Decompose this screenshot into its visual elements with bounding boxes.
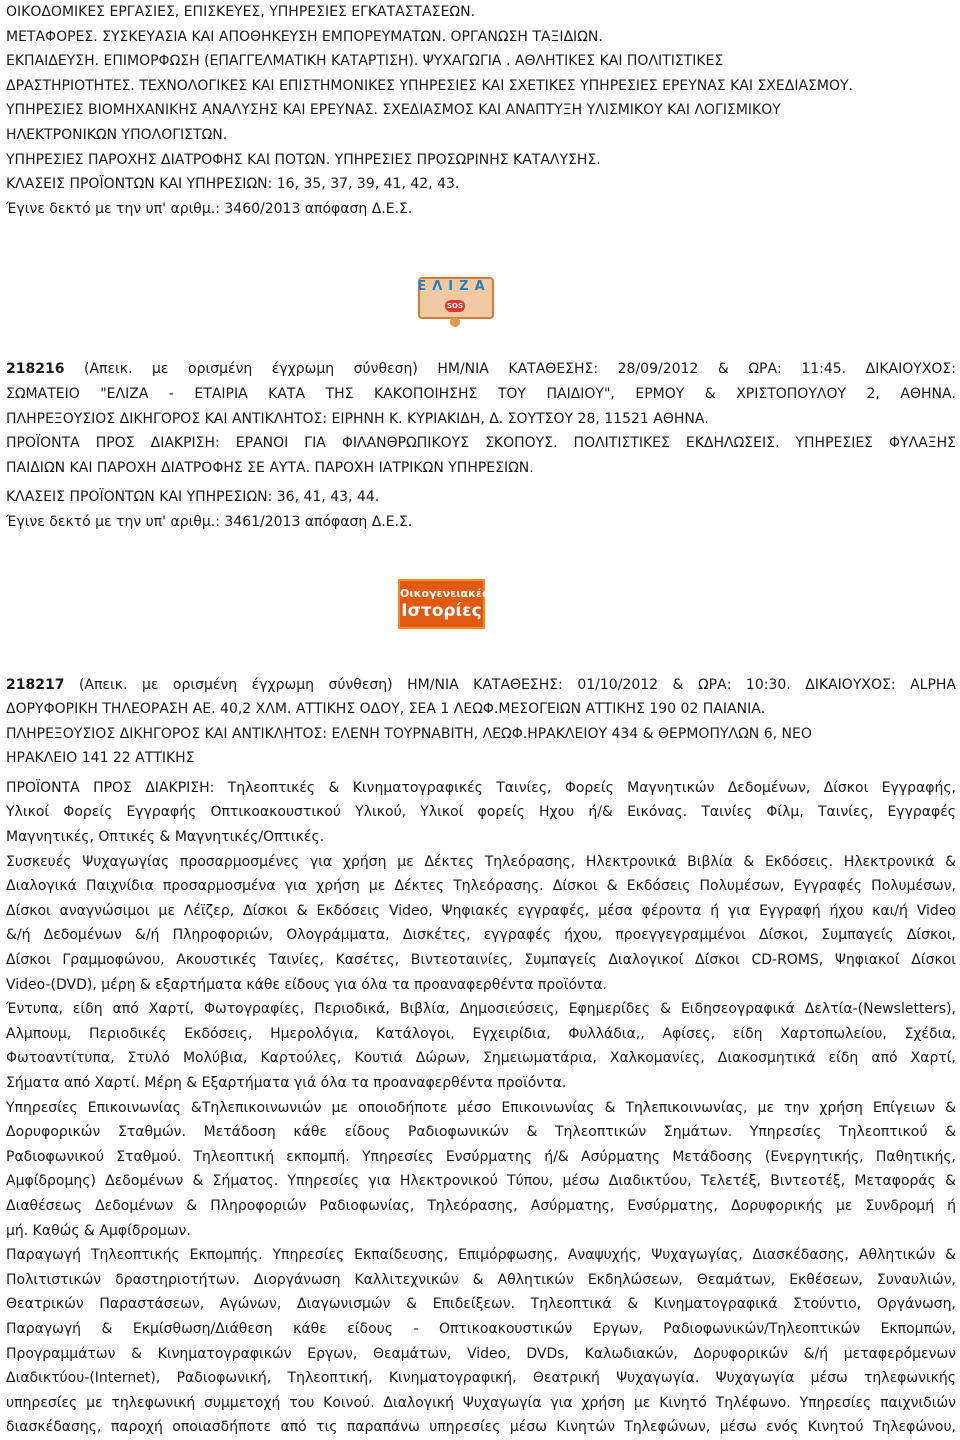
entry-header [6, 357, 956, 382]
logo-sos-badge: SOS [446, 302, 464, 311]
goods-line: υπηρεσίες με τηλεφωνική συμμετοχή του Κοινού. Διαλογική Ψυχαγωγία για χρήση με Κινητό Τηλέφωνο. Υπηρεσίες παιχνιδιών [6, 1394, 956, 1411]
entry-header-text: (Απεικ. με ορισμένη έγχρωμη σύνθεση) ΗΜ/ΝΙΑ ΚΑΤΑΘΕΣΗΣ: 01/10/2012 & ΩΡΑ: 10:30. ΔΙΚΑΙΟΥΧΟΣ: ALPHA [64, 676, 956, 693]
goods-line: Μαγνητικές, Οπτικές & Μαγνητικές/Οπτικές. [6, 829, 325, 846]
entry-number: 218216 [6, 361, 65, 378]
goods-line: Θεατρικών Παραστάσεων, Αγώνων, Διαγωνισμών & Επιδείξεων. Τηλεοπτικά & Κινηματογραφικά Στούντιο, Οργάνωση, [6, 1296, 956, 1313]
logo-word: ΕΛΙΖΑ [417, 279, 491, 295]
goods-line: Έντυπα, είδη από Χαρτί, Φωτογραφίες, Περιοδικά, Βιβλία, Δημοσιεύσεις, Εφημερίδες & Ειδησεογραφικά Δελτία-(Newsletters), [6, 1001, 956, 1018]
entry-header [6, 673, 956, 698]
text-line: ΜΕΤΑΦΟΡΕΣ. ΣΥΣΚΕΥΑΣΙΑ ΚΑΙ ΑΠΟΘΗΚΕΥΣΗ ΕΜΠΟΡΕΥΜΑΤΩΝ. ΟΡΓΑΝΩΣΗ ΤΑΞΙΔΙΩΝ. [6, 28, 603, 45]
accepted-line: Έγινε δεκτό με την υπ' αριθμ.: 3461/2013 απόφαση Δ.Ε.Σ. [6, 513, 413, 530]
goods-line: Διαδικτύου-(Internet), Ραδιοφωνική, Τηλεοπτική, Κινηματογραφική, Θεατρική Ψυχαγωγία. Ψυχαγωγία μέσω τηλεφωνικής [6, 1370, 956, 1387]
goods-line: &/ή Δεδομένων &/ή Πληροφοριών, Ολογράμματα, Δισκέτες, εγγραφές ήχου, προεγγεγραμμένοι Δίσκοι, Συμπαγείς Δίσκοι, [6, 927, 956, 944]
goods-line: διασκέδασης, παροχή οποιασδήποτε από τις παραπάνω υπηρεσίες μέσω Κινητών Τηλεφώνων, μέσω ενός Κινητού Τηλεφώνου, [6, 1419, 956, 1436]
goods-line: Διαθέσεως Δεδομένων & Πληροφοριών Ραδιοφωνίας, Τηλεόρασης, Ασύρματης, Ενσύρματης, Δορυφορικής με Συνδρομή ή [6, 1197, 956, 1214]
text-line: ΗΡΑΚΛΕΙΟ 141 22 ΑΤΤΙΚΗΣ [6, 750, 195, 767]
block0-lines [6, 0, 956, 172]
text-line: ΠΡΟΪΟΝΤΑ ΠΡΟΣ ΔΙΑΚΡΙΣΗ: ΕΡΑΝΟΙ ΓΙΑ ΦΙΛΑΝΘΡΩΠΙΚΟΥΣ ΣΚΟΠΟΥΣ. ΠΟΛΙΤΙΣΤΙΚΕΣ ΕΚΔΗΛΩΣΕΙΣ. ΥΠΗΡΕΣΙΕΣ ΦΥΛΑΞΗΣ [6, 435, 956, 452]
classes-line: ΚΛΑΣΕΙΣ ΠΡΟΪΟΝΤΩΝ ΚΑΙ ΥΠΗΡΕΣΙΩΝ: 16, 35, 37, 39, 41, 42, 43. [6, 176, 460, 193]
logo-line1: Οικογενειακές [400, 586, 489, 600]
document-page [6, 0, 956, 1440]
text-line: ΔΡΑΣΤΗΡΙΟΤΗΤΕΣ. ΤΕΧΝΟΛΟΓΙΚΕΣ ΚΑΙ ΕΠΙΣΤΗΜΟΝΙΚΕΣ ΥΠΗΡΕΣΙΕΣ ΚΑΙ ΣΧΕΤΙΚΕΣ ΥΠΗΡΕΣΙΕΣ ΕΡΕΥΝΑΣ ΚΑΙ ΣΧΕΔΙΑΣΜΟΥ. [6, 77, 853, 94]
logo-line2: Ιστορίες [401, 600, 482, 621]
goods-line: Ραδιοφωνικού Σταθμού. Τηλεοπτική εκπομπή. Υπηρεσίες Ενσύρματης ή/& Ασύρματης Μετάδοσης (Ενεργητικής, Παθητικής, [6, 1148, 956, 1165]
goods-line: Φωτοαντίτυπα, Στυλό Μολύβια, Καρτούλες, Κουτιά Δώρων, Σημειωματάρια, Χαλκομανίες, Διακοσμητικά είδη από Χαρτί, [6, 1050, 956, 1067]
accepted-line: Έγινε δεκτό με την υπ' αριθμ.: 3460/2013 απόφαση Δ.Ε.Σ. [6, 200, 413, 217]
logo-tail [450, 317, 460, 327]
goods-line: Διαλογικά Παιχνίδια προσαρμοσμένα για χρήση με Δέκτες Τηλεόρασης. Δίσκοι & Εκδόσεις Πολυμέσων, Εγγραφές Πολυμέσων, [6, 878, 956, 895]
text-line: ΗΛΕΚΤΡΟΝΙΚΩΝ ΥΠΟΛΟΓΙΣΤΩΝ. [6, 126, 228, 143]
text-line: ΣΩΜΑΤΕΙΟ "ΕΛΙΖΑ - ΕΤΑΙΡΙΑ ΚΑΤΑ ΤΗΣ ΚΑΚΟΠΟΙΗΣΗΣ ΤΟΥ ΠΑΙΔΙΟΥ", ΕΡΜΟΥ & ΧΡΙΣΤΟΠΟΥΛΟΥ 2, ΑΘΗΝΑ. [6, 385, 956, 402]
entry-header-text: (Απεικ. με ορισμένη έγχρωμη σύνθεση) ΗΜ/ΝΙΑ ΚΑΤΑΘΕΣΗΣ: 28/09/2012 & ΩΡΑ: 11:45. ΔΙΚΑΙΟΥΧΟΣ: [64, 361, 956, 378]
classes-line: ΚΛΑΣΕΙΣ ΠΡΟΪΟΝΤΩΝ ΚΑΙ ΥΠΗΡΕΣΙΩΝ: 36, 41, 43, 44. [6, 489, 380, 506]
goods-line: Υπηρεσίες Επικοινωνίας &Τηλεπικοινωνιών με οποιοδήποτε μέσο Επικοινωνίας & Τηλεπικοινωνίας, με την χρήση Επίγειων & [6, 1099, 956, 1116]
goods-line: Αλμπουμ, Περιοδικές Εκδόσεις, Ημερολόγια, Κατάλογοι, Εγχειρίδια, Φυλλάδια,, Αφίσες, είδη Χαρτοπωλείου, Σχέδια, [6, 1025, 956, 1042]
entry-number: 218217 [6, 676, 65, 693]
eliza-sos-logo [414, 273, 494, 329]
goods-line: Υλικοί Φορείς Εγγραφής Οπτικοακουστικού Υλικού, Υλικοί φορείς Ηχου ή/& Εικόνας. Ταινίες Φίλμ, Ταινίες, Εγγραφές [6, 804, 956, 821]
goods-line: Δίσκοι αναγνώσιμοι με Λέϊζερ, Δίσκοι & Εκδόσεις Video, Ψηφιακές εγγραφές, μέσα φέροντα ή για Εγγραφή ήχου και/ή Video [6, 902, 956, 919]
text-line: ΠΛΗΡΕΞΟΥΣΙΟΣ ΔΙΚΗΓΟΡΟΣ ΚΑΙ ΑΝΤΙΚΛΗΤΟΣ: ΕΛΕΝΗ ΤΟΥΡΝΑΒΙΤΗ, ΛΕΩΦ.ΗΡΑΚΛΕΙΟΥ 434 & ΘΕΡΜΟΠΥΛΩΝ 6, ΝΕΟ [6, 725, 812, 742]
goods-line: μή. Καθώς & Αμφίδρομων. [6, 1222, 191, 1239]
goods-line: Σήματα από Χαρτί. Μέρη & Εξαρτήματα γιά όλα τα προαναφερθέντα προϊόντα. [6, 1075, 567, 1091]
goods-line: ΠΡΟΪΟΝΤΑ ΠΡΟΣ ΔΙΑΚΡΙΣΗ: Τηλεοπτικές & Κινηματογραφικές Ταινίες, Φορείς Μαγνητικών Δεδομένων, Δίσκοι Εγγραφής, [6, 779, 956, 796]
text-line: ΥΠΗΡΕΣΙΕΣ ΠΑΡΟΧΗΣ ΔΙΑΤΡΟΦΗΣ ΚΑΙ ΠΟΤΩΝ. ΥΠΗΡΕΣΙΕΣ ΠΡΟΣΩΡΙΝΗΣ ΚΑΤΑΛΥΣΗΣ. [6, 151, 601, 168]
goods-line: Video-(DVD), μέρη & εξαρτήματα κάθε είδους για όλα τα προαναφερθέντα προϊόντα. [6, 976, 607, 993]
oikogeneiakes-istories-logo [398, 579, 489, 629]
text-line: ΥΠΗΡΕΣΙΕΣ ΒΙΟΜΗΧΑΝΙΚΗΣ ΑΝΑΛΥΣΗΣ ΚΑΙ ΕΡΕΥΝΑΣ. ΣΧΕΔΙΑΣΜΟΣ ΚΑΙ ΑΝΑΠΤΥΞΗ ΥΛΙΣΜΙΚΟΥ ΚΑΙ ΛΟΓΙΣΜΙΚΟΥ [6, 102, 781, 119]
goods-line: Παραγωγή & Εκμίσθωση/Διάθεση κάθε είδους - Οπτικοακουστικών Εργων, Ραδιοφωνικών/Τηλεοπτικών Εκπομπών, [6, 1320, 956, 1337]
goods-line: Παραγωγή Τηλεοπτικής Εκπομπής. Υπηρεσίες Εκπαίδευσης, Επιμόρφωσης, Αναψυχής, Ψυχαγωγίας, Διασκέδασης, Αθλητικών & [6, 1247, 956, 1264]
goods-line: Προγραμμάτων & Κινηματογραφικών Εργων, Θεαμάτων, Video, DVDs, Καλωδιακών, Δορυφορικών &/ή μεταφερόμενων [6, 1345, 956, 1362]
goods-line: Δίσκοι Γραμμοφώνου, Ακουστικές Ταινίες, Κασέτες, Βιντεοταινίες, Συμπαγείς Διαλογικοί Δίσκοι CD-ROMS, Ψηφιακοί Δίσκοι [6, 952, 956, 969]
text-line: ΟΙΚΟΔΟΜΙΚΕΣ ΕΡΓΑΣΙΕΣ, ΕΠΙΣΚΕΥΕΣ, ΥΠΗΡΕΣΙΕΣ ΕΓΚΑΤΑΣΤΑΣΕΩΝ. [6, 4, 476, 20]
text-line: ΕΚΠΑΙΔΕΥΣΗ. ΕΠΙΜΟΡΦΩΣΗ (ΕΠΑΓΓΕΛΜΑΤΙΚΗ ΚΑΤΑΡΤΙΣΗ). ΨΥΧΑΓΩΓΙΑ . ΑΘΛΗΤΙΚΕΣ ΚΑΙ ΠΟΛΙΤΙΣΤΙΚΕΣ [6, 53, 724, 70]
goods-line: Πολιτιστικών δραστηριοτήτων. Διοργάνωση Καλλιτεχνικών & Αθλητικών Εκδηλώσεων, Θεαμάτων, Εκθέσεων, Συναυλιών, [6, 1271, 956, 1288]
text-line: ΠΑΙΔΙΩΝ ΚΑΙ ΠΑΡΟΧΗ ΔΙΑΤΡΟΦΗΣ ΣΕ ΑΥΤΑ. ΠΑΡΟΧΗ ΙΑΤΡΙΚΩΝ ΥΠΗΡΕΣΙΩΝ. [6, 459, 534, 476]
goods-list [6, 776, 956, 1440]
goods-line: Συσκευές Ψυχαγωγίας προσαρμοσμένες για χρήση με Δέκτες Τηλεόρασης, Ηλεκτρονικά Βιβλία & Εκδόσεις. Ηλεκτρονικά & [6, 853, 956, 870]
text-line: ΔΟΡΥΦΟΡΙΚΗ ΤΗΛΕΟΡΑΣΗ ΑΕ. 40,2 ΧΛΜ. ΑΤΤΙΚΗΣ ΟΔΟΥ, ΣΕΑ 1 ΛΕΩΦ.ΜΕΣΟΓΕΙΩΝ ΑΤΤΙΚΗΣ 190 02 ΠΑΙΑΝΙΑ. [6, 701, 766, 718]
text-line: ΠΛΗΡΕΞΟΥΣΙΟΣ ΔΙΚΗΓΟΡΟΣ ΚΑΙ ΑΝΤΙΚΛΗΤΟΣ: ΕΙΡΗΝΗ Κ. ΚΥΡΙΑΚΙΔΗ, Δ. ΣΟΥΤΣΟΥ 28, 11521 ΑΘΗΝΑ. [6, 410, 709, 427]
goods-line: Αμφίδρομης) Δεδομένων & Σήματος. Υπηρεσίες για Ηλεκτρονικού Τύπου, μέσω Διαδικτύου, Τελετέξ, Βιντεοτέξ, Μεταφοράς & [6, 1173, 956, 1190]
goods-line: Δορυφορικών Σταθμών. Μετάδοση κάθε είδους Ραδιοφωνικών & Τηλεοπτικών Σημάτων. Υπηρεσίες Τηλεοπτικού & [6, 1124, 956, 1141]
